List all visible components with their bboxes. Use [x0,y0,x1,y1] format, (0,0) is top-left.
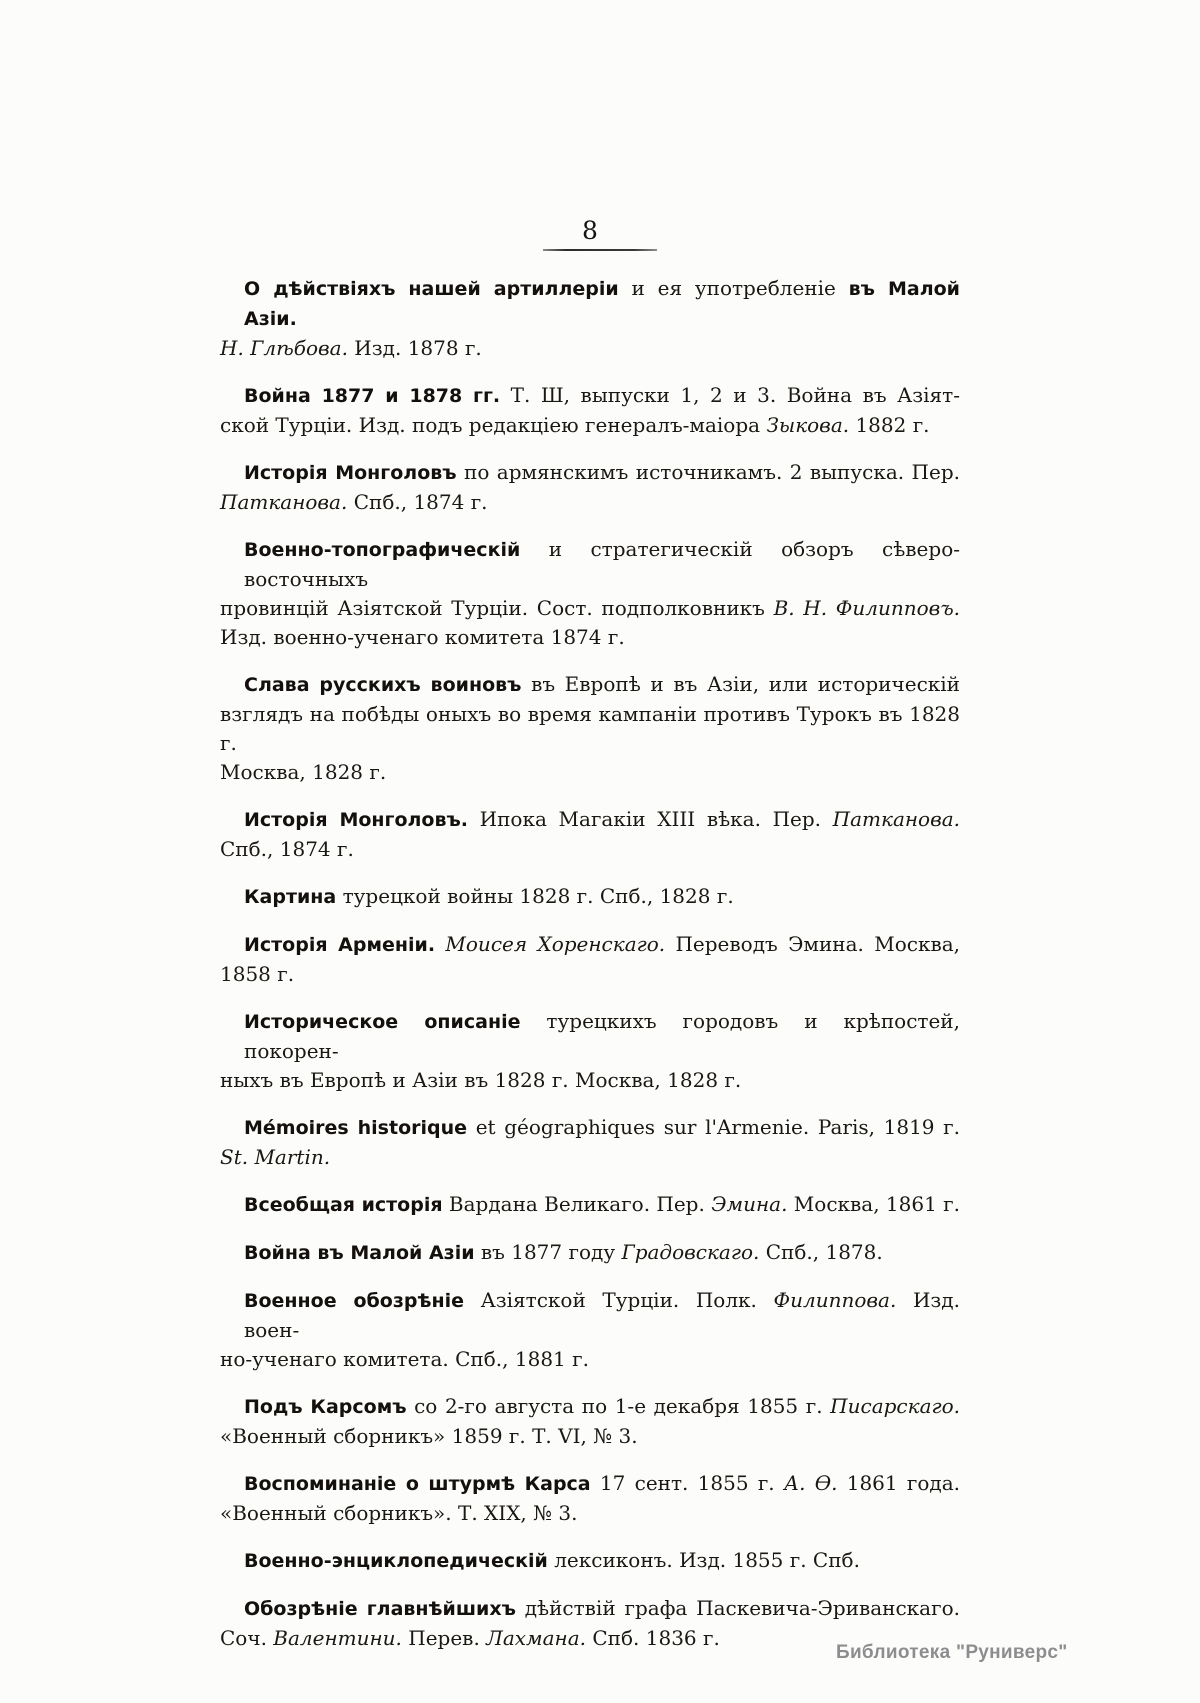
entry-lead: Историческое описаніе [244,1011,521,1033]
entry-text: 17 сент. 1855 г. [590,1471,784,1495]
entry-text: Перев. [401,1626,487,1650]
entry-text: Спб. 1836 г. [586,1626,720,1650]
entry-text: Изд. воен- [244,1288,960,1342]
entry-line [220,1345,960,1374]
entry-text: турецкой войны 1828 г. Спб., 1828 г. [336,884,734,908]
entry-line [220,594,960,623]
entry-text: «Военный сборникъ» 1859 г. Т. VI, № 3. [220,1424,638,1448]
entry-text: и ея употребленіе [618,276,849,300]
entry-line [220,1392,960,1422]
entry-lead: Подъ Карсомъ [244,1396,407,1418]
entry-line [220,1143,960,1172]
entry-text: Соч. [220,1626,274,1650]
library-watermark: Библиотека "Руниверс" [836,1642,1068,1663]
entry-text: но-ученаго комитета. Спб., 1881 г. [220,1347,589,1371]
entry-lead: Исторія Арменіи. [244,934,436,956]
entry-line [220,960,960,989]
entry-author: Зыкова. [766,413,850,437]
entry-text: 1882 г. [849,413,930,437]
entry-text: по армянскимъ источникамъ. 2 выпуска. Пер. [456,460,960,484]
page-number: 8 [582,216,598,245]
entry-text: Спб., 1874 г. [220,837,354,861]
entry-lead: Картина [244,886,337,908]
entry-text: Москва, 1861 г. [787,1192,961,1216]
bibliography-list [220,274,960,1671]
entry-text: ныхъ въ Европѣ и Азіи въ 1828 г. Москва, 1828 г. [220,1068,742,1092]
entry-line [220,835,960,864]
entry-line [220,535,960,594]
bibliography-entry [220,1190,960,1220]
entry-text: Спб., 1874 г. [347,490,488,514]
entry-author: Писарскаго. [830,1394,960,1418]
entry-line [220,623,960,652]
entry-author: В. Н. Филипповъ. [773,596,961,620]
entry-author: Лахмана. [486,1626,587,1650]
entry-author: St. Martin. [220,1145,331,1169]
bibliography-entry [220,1286,960,1374]
entry-lead: Война въ Малой Азіи [244,1242,475,1264]
entry-lead: Mémoires historique [244,1117,468,1139]
entry-text: Т. Ш, выпуски 1, 2 и 3. Война въ Азіят- [500,383,960,407]
entry-text: въ 1877 году [474,1240,622,1264]
entry-lead: Всеобщая исторія [244,1194,443,1216]
bibliography-entry [220,1392,960,1451]
entry-text: лексиконъ. Изд. 1855 г. Спб. [547,1548,860,1572]
bibliography-entry [220,381,960,440]
bibliography-entry [220,805,960,864]
entry-text: et géographiques sur l'Armenie. Paris, 1819 г. [467,1115,961,1139]
entry-text: Изд. военно-ученаго комитета 1874 г. [220,625,625,649]
entry-text: со 2-го августа по 1-е декабря 1855 г. [406,1394,831,1418]
bibliography-entry [220,670,960,787]
entry-line [220,1499,960,1528]
entry-text: Переводъ Эмина. Москва, [665,932,961,956]
entry-line [220,1007,960,1066]
entry-line [220,458,960,488]
entry-lead: Обозрѣніе главнѣйшихъ [244,1598,516,1620]
entry-text: турецкихъ городовъ и крѣпостей, покорен- [244,1009,960,1063]
bibliography-entry [220,274,960,363]
entry-lead: Военно-энциклопедическій [244,1550,548,1572]
entry-text: дѣйствій графа Паскевича-Эриванскаго. [515,1596,960,1620]
entry-line [220,1594,960,1624]
entry-lead: Воспоминаніе о штурмѣ Карса [244,1473,591,1495]
entry-lead: Исторія Монголовъ. [244,809,469,831]
entry-line [220,882,960,912]
page-number-rule [543,249,657,251]
entry-line [220,334,960,363]
entry-line [220,758,960,787]
entry-author: Н. Глѣбова. [220,336,348,360]
bibliography-entry [220,1238,960,1268]
bibliography-entry [220,882,960,912]
entry-author: Патканова. [220,490,348,514]
entry-text: ской Турціи. Изд. подъ редакціею генералъ-маіора [220,413,767,437]
entry-lead: Военное обозрѣніе [244,1290,464,1312]
entry-author: Градовскаго. [621,1240,760,1264]
bibliography-entry [220,1546,960,1576]
bibliography-entry [220,1469,960,1528]
entry-line [220,1113,960,1143]
entry-line [220,670,960,700]
entry-author: Моисея Хоренскаго. [435,932,666,956]
entry-author: Филиппова. [773,1288,897,1312]
bibliography-entry [220,535,960,652]
entry-author: Эмина. [711,1192,788,1216]
entry-line [220,1546,960,1576]
entry-text: Вардана Великаго. Пер. [442,1192,712,1216]
entry-line [220,488,960,517]
entry-author: Валентини. [273,1626,402,1650]
entry-text: и стратегическій обзоръ сѣверо-восточныхъ [244,537,960,591]
bibliography-entry [220,458,960,517]
entry-text: Москва, 1828 г. [220,760,387,784]
entry-line [220,930,960,960]
bibliography-entry [220,930,960,989]
entry-lead: Военно-топографическій [244,539,521,561]
entry-text: взглядъ на побѣды оныхъ во время кампаніи противъ Турокъ въ 1828 г. [220,702,960,755]
entry-lead: въ Малой Азіи. [244,278,960,330]
entry-line [220,700,960,758]
entry-lead: Исторія Монголовъ [244,462,457,484]
entry-text: въ Европѣ и въ Азіи, или историческій [521,672,960,696]
entry-lead: Слава русскихъ воиновъ [244,674,522,696]
entry-author: Патканова. [832,807,961,831]
entry-text: «Военный сборникъ». Т. XIX, № 3. [220,1501,578,1525]
bibliography-entry [220,1007,960,1095]
entry-text: Азіятской Турціи. Полк. [464,1288,774,1312]
entry-line [220,1238,960,1268]
entry-author: А. Ѳ. [783,1471,838,1495]
entry-text: Спб., 1878. [759,1240,883,1264]
entry-line [220,1422,960,1451]
bibliography-entry [220,1113,960,1172]
entry-line [220,805,960,835]
entry-line [220,1286,960,1345]
entry-lead: О дѣйствіяхъ нашей артиллеріи [244,278,619,300]
entry-text: провинцій Азіятской Турціи. Сост. подполковникъ [220,596,774,620]
entry-line [220,1469,960,1499]
entry-line [220,274,960,334]
entry-lead: Война 1877 и 1878 гг. [244,385,501,407]
entry-text: 1861 года. [837,1471,961,1495]
entry-text: 1858 г. [220,962,295,986]
entry-text: Изд. 1878 г. [347,336,482,360]
entry-line [220,411,960,440]
entry-line [220,1190,960,1220]
entry-line [220,381,960,411]
entry-line [220,1066,960,1095]
entry-text: Ипока Магакіи XIII вѣка. Пер. [468,807,833,831]
